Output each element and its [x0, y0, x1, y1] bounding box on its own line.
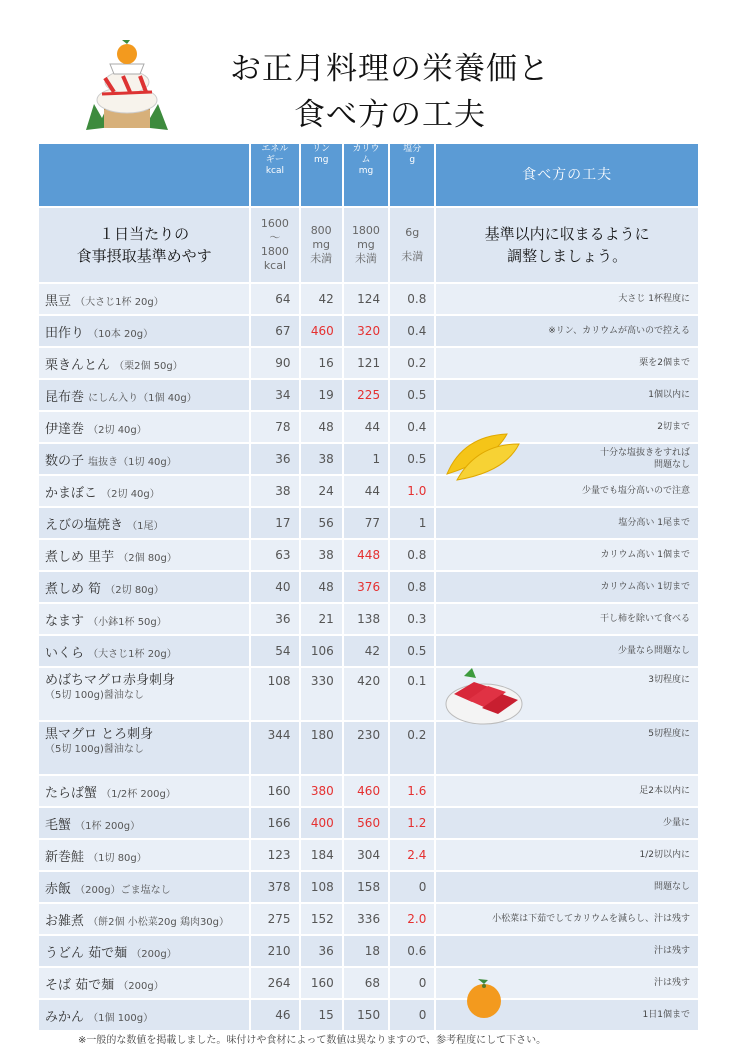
- table-row: [39, 668, 698, 720]
- title-line-2: 食べ方の工夫: [294, 97, 486, 133]
- food-name-cell: [39, 872, 249, 902]
- standard-label-l2: 食事摂取基準めやす: [76, 247, 212, 265]
- header-phosphorus: [301, 144, 342, 206]
- food-name: 伊達巻: [45, 421, 85, 437]
- value-phos: 19: [301, 380, 342, 410]
- food-name: 栗きんとん: [45, 357, 111, 373]
- standard-phos-l3: 未満: [310, 252, 333, 265]
- food-name: 黒マグロ とろ刺身: [45, 727, 154, 742]
- standard-k-l2: mg: [357, 238, 375, 251]
- food-name-cell: [39, 508, 249, 538]
- food-portion: （大さじ1杯 20g）: [88, 648, 177, 660]
- value-salt: 0.8: [390, 572, 434, 602]
- kagami-mochi-icon: [80, 34, 172, 134]
- mikan-icon: [462, 976, 506, 1020]
- header-salt-l1: 塩分: [403, 144, 422, 154]
- eating-tip: 足2本以内に: [436, 776, 698, 806]
- standard-salt-l1: 6g: [405, 226, 420, 239]
- value-energy: 378: [251, 872, 298, 902]
- table-header: [39, 144, 698, 206]
- standard-energy-l3: 1800: [260, 245, 289, 258]
- value-salt: 1: [390, 508, 434, 538]
- header-salt: [390, 144, 434, 206]
- value-k: 138: [344, 604, 388, 634]
- value-phos: 15: [301, 1000, 342, 1030]
- food-name: 黒豆: [45, 293, 72, 309]
- food-portion: （10本 20g）: [88, 328, 154, 340]
- eating-tip: 汁は残す: [436, 968, 698, 998]
- page-title: [150, 46, 630, 138]
- eating-tip-line: 十分な塩抜きをすれば: [599, 448, 690, 458]
- eating-tip: 汁は残す: [436, 936, 698, 966]
- value-salt: 0.3: [390, 604, 434, 634]
- standard-note-l2: 調整しましょう。: [507, 247, 628, 265]
- eating-tip: カリウム高い 1個まで: [436, 540, 698, 570]
- value-energy: 108: [251, 668, 298, 720]
- value-phos: 160: [301, 968, 342, 998]
- food-portion: （2切 40g）: [101, 488, 160, 500]
- kazunoko-icon: [443, 430, 523, 482]
- header-salt-l2: g: [409, 155, 416, 165]
- value-energy: 40: [251, 572, 298, 602]
- food-name: みかん: [45, 1009, 85, 1025]
- value-k: 560: [344, 808, 388, 838]
- standard-note: [436, 208, 698, 282]
- value-k: 44: [344, 412, 388, 442]
- table-row: [39, 412, 698, 442]
- value-phos: 48: [301, 572, 342, 602]
- value-k: 230: [344, 722, 388, 774]
- table-row: [39, 604, 698, 634]
- food-name: 煮しめ 筍: [45, 581, 102, 597]
- food-name-cell: [39, 668, 249, 720]
- food-name: うどん 茹で麺: [45, 945, 128, 961]
- header-energy-l2: ギー: [265, 155, 284, 165]
- header-energy-l3: kcal: [265, 166, 285, 176]
- food-name: 数の子: [45, 453, 85, 469]
- value-energy: 78: [251, 412, 298, 442]
- food-name: 田作り: [45, 325, 85, 341]
- value-energy: 123: [251, 840, 298, 870]
- eating-tip-line: 問題なし: [653, 460, 690, 470]
- food-name-cell: [39, 316, 249, 346]
- food-name: 煮しめ 里芋: [45, 549, 115, 565]
- food-name-cell: [39, 348, 249, 378]
- value-phos: 48: [301, 412, 342, 442]
- standard-salt-l2: 未満: [401, 250, 424, 263]
- value-k: 42: [344, 636, 388, 666]
- value-energy: 210: [251, 936, 298, 966]
- food-portion: （200g）: [131, 948, 177, 960]
- standard-k-l1: 1800: [351, 224, 380, 237]
- value-k: 336: [344, 904, 388, 934]
- value-k: 44: [344, 476, 388, 506]
- table-row: [39, 904, 698, 934]
- value-phos: 36: [301, 936, 342, 966]
- eating-tip: 1/2切以内に: [436, 840, 698, 870]
- value-phos: 38: [301, 444, 342, 474]
- header-k-l3: mg: [358, 166, 374, 176]
- food-name-cell: [39, 572, 249, 602]
- food-portion: （2切 40g）: [88, 424, 147, 436]
- eating-tip: 栗を2個まで: [436, 348, 698, 378]
- value-energy: 36: [251, 604, 298, 634]
- eating-tip: 少量に: [436, 808, 698, 838]
- value-k: 150: [344, 1000, 388, 1030]
- table-row: [39, 348, 698, 378]
- food-name-cell: [39, 380, 249, 410]
- food-name: なます: [45, 613, 85, 629]
- food-name-cell: [39, 1000, 249, 1030]
- standard-note-l1: 基準以内に収まるように: [484, 225, 650, 243]
- value-k: 68: [344, 968, 388, 998]
- table-row: [39, 936, 698, 966]
- value-salt: 1.0: [390, 476, 434, 506]
- value-phos: 460: [301, 316, 342, 346]
- food-name-cell: [39, 476, 249, 506]
- eating-tip: 問題なし: [436, 872, 698, 902]
- value-phos: 380: [301, 776, 342, 806]
- food-portion: （5切 100g)醤油なし: [45, 744, 144, 755]
- value-salt: 0.4: [390, 316, 434, 346]
- food-portion: （餅2個 小松菜20g 鶏肉30g）: [88, 916, 230, 928]
- table-row: [39, 808, 698, 838]
- header-potassium: [344, 144, 388, 206]
- food-portion: （2切 80g）: [105, 584, 164, 596]
- value-salt: 0.8: [390, 540, 434, 570]
- value-phos: 42: [301, 284, 342, 314]
- eating-tip: 少量なら問題なし: [436, 636, 698, 666]
- food-name-cell: [39, 444, 249, 474]
- header-k-l1: カリウ: [352, 144, 380, 154]
- value-salt: 0.5: [390, 444, 434, 474]
- food-name-cell: [39, 808, 249, 838]
- value-energy: 344: [251, 722, 298, 774]
- value-salt: 2.4: [390, 840, 434, 870]
- standard-phosphorus: [301, 208, 342, 282]
- food-name: めばちマグロ赤身刺身: [45, 673, 176, 688]
- value-salt: 1.2: [390, 808, 434, 838]
- food-portion: （1/2杯 200g）: [101, 788, 176, 800]
- food-name-cell: [39, 604, 249, 634]
- food-name-cell: [39, 904, 249, 934]
- eating-tip: 1個以内に: [436, 380, 698, 410]
- food-rows: [39, 284, 698, 1030]
- value-phos: 106: [301, 636, 342, 666]
- food-portion: （1尾）: [127, 520, 164, 532]
- value-k: 124: [344, 284, 388, 314]
- food-portion: （小鉢1杯 50g）: [88, 616, 167, 628]
- value-phos: 24: [301, 476, 342, 506]
- food-portion: （1切 80g）: [88, 852, 147, 864]
- food-portion: にしん入り（1個 40g）: [88, 392, 197, 404]
- food-portion: （5切 100g)醤油なし: [45, 690, 144, 701]
- header-phos-l2: mg: [313, 155, 329, 165]
- food-name: お雑煮: [45, 913, 85, 929]
- value-phos: 38: [301, 540, 342, 570]
- food-name-cell: [39, 722, 249, 774]
- value-salt: 0.2: [390, 348, 434, 378]
- table-row: [39, 540, 698, 570]
- header-phos-l1: リン: [312, 144, 331, 154]
- header-k-l2: ム: [361, 155, 371, 165]
- standard-phos-l1: 800: [310, 224, 332, 237]
- table-row: [39, 968, 698, 998]
- food-name: えびの塩焼き: [45, 517, 124, 533]
- food-portion: （大さじ1杯 20g）: [75, 296, 164, 308]
- value-phos: 16: [301, 348, 342, 378]
- table-row: [39, 776, 698, 806]
- eating-tip: 塩分高い 1尾まで: [436, 508, 698, 538]
- food-portion: （1杯 200g）: [75, 820, 141, 832]
- eating-tip: ※リン、カリウムが高いので控える: [436, 316, 698, 346]
- value-energy: 166: [251, 808, 298, 838]
- food-portion: （栗2個 50g）: [114, 360, 183, 372]
- eating-tip: 5切程度に: [436, 722, 698, 774]
- food-name-cell: [39, 540, 249, 570]
- footnote: ※一般的な数値を掲載しました。味付けや食材によって数値は異なりますので、参考程度にして下さい。: [78, 1035, 547, 1046]
- value-phos: 330: [301, 668, 342, 720]
- value-k: 320: [344, 316, 388, 346]
- value-salt: 0: [390, 872, 434, 902]
- value-energy: 63: [251, 540, 298, 570]
- food-name-cell: [39, 936, 249, 966]
- value-energy: 160: [251, 776, 298, 806]
- eating-tip: 2切まで: [436, 412, 698, 442]
- eating-tip: カリウム高い 1切まで: [436, 572, 698, 602]
- value-k: 1: [344, 444, 388, 474]
- food-name-cell: [39, 968, 249, 998]
- value-salt: 0.8: [390, 284, 434, 314]
- food-name-cell: [39, 412, 249, 442]
- table-row: [39, 476, 698, 506]
- standard-energy-l4: kcal: [263, 259, 287, 272]
- food-name-cell: [39, 284, 249, 314]
- table-row: [39, 444, 698, 474]
- nutrition-table: [37, 142, 700, 1032]
- value-k: 460: [344, 776, 388, 806]
- food-name: そば 茹で麺: [45, 977, 115, 993]
- table-row: [39, 316, 698, 346]
- standard-potassium: [344, 208, 388, 282]
- standard-row: [39, 208, 698, 282]
- table-row: [39, 722, 698, 774]
- value-salt: 0: [390, 1000, 434, 1030]
- food-portion: 塩抜き（1切 40g）: [88, 456, 177, 468]
- standard-label: [39, 208, 249, 282]
- value-k: 18: [344, 936, 388, 966]
- value-phos: 21: [301, 604, 342, 634]
- value-energy: 264: [251, 968, 298, 998]
- table-row: [39, 284, 698, 314]
- food-name: 昆布巻: [45, 389, 85, 405]
- standard-label-l1: １日当たりの: [99, 225, 190, 243]
- standard-phos-l2: mg: [312, 238, 331, 251]
- table-row: [39, 872, 698, 902]
- eating-tip: 干し柿を除いて食べる: [436, 604, 698, 634]
- standard-energy-l1: 1600: [260, 217, 289, 230]
- value-salt: 0: [390, 968, 434, 998]
- value-phos: 108: [301, 872, 342, 902]
- food-name-cell: [39, 636, 249, 666]
- food-portion: （200g）: [118, 980, 164, 992]
- value-energy: 38: [251, 476, 298, 506]
- standard-energy: [251, 208, 298, 282]
- standard-salt: [390, 208, 434, 282]
- value-salt: 0.6: [390, 936, 434, 966]
- value-energy: 275: [251, 904, 298, 934]
- eating-tip: 1日1個まで: [436, 1000, 698, 1030]
- value-energy: 34: [251, 380, 298, 410]
- standard-k-l3: 未満: [354, 252, 377, 265]
- eating-tip: 大さじ 1杯程度に: [436, 284, 698, 314]
- value-phos: 400: [301, 808, 342, 838]
- eating-tip: 3切程度に: [436, 668, 698, 720]
- standard-energy-l2: ～: [269, 231, 281, 244]
- value-k: 376: [344, 572, 388, 602]
- table-row: [39, 572, 698, 602]
- table-row: [39, 508, 698, 538]
- header-energy: [251, 144, 298, 206]
- value-energy: 67: [251, 316, 298, 346]
- value-salt: 2.0: [390, 904, 434, 934]
- value-energy: 36: [251, 444, 298, 474]
- value-salt: 0.5: [390, 380, 434, 410]
- value-salt: 0.4: [390, 412, 434, 442]
- value-energy: 64: [251, 284, 298, 314]
- table-row: [39, 380, 698, 410]
- value-k: 448: [344, 540, 388, 570]
- table-row: [39, 636, 698, 666]
- value-salt: 0.2: [390, 722, 434, 774]
- food-name: 毛蟹: [45, 817, 72, 833]
- tuna-sashimi-icon: [444, 666, 524, 728]
- value-salt: 1.6: [390, 776, 434, 806]
- table-row: [39, 1000, 698, 1030]
- food-name: たらば蟹: [45, 785, 98, 801]
- value-phos: 184: [301, 840, 342, 870]
- eating-tip: 少量でも塩分高いので注意: [436, 476, 698, 506]
- value-energy: 90: [251, 348, 298, 378]
- value-salt: 0.1: [390, 668, 434, 720]
- value-phos: 56: [301, 508, 342, 538]
- value-k: 121: [344, 348, 388, 378]
- value-k: 420: [344, 668, 388, 720]
- food-portion: （2個 80g）: [118, 552, 177, 564]
- title-line-1: お正月料理の栄養価と: [230, 51, 550, 87]
- value-k: 77: [344, 508, 388, 538]
- header-tip: 食べ方の工夫: [436, 144, 698, 206]
- food-name-cell: [39, 840, 249, 870]
- value-k: 225: [344, 380, 388, 410]
- food-portion: （200g）ごま塩なし: [75, 884, 171, 896]
- value-k: 304: [344, 840, 388, 870]
- header-blank: [39, 144, 249, 206]
- table-row: [39, 840, 698, 870]
- header-energy-l1: エネル: [261, 144, 289, 154]
- value-energy: 17: [251, 508, 298, 538]
- food-name: 赤飯: [45, 881, 72, 897]
- value-energy: 54: [251, 636, 298, 666]
- food-name: 新巻鮭: [45, 849, 85, 865]
- value-salt: 0.5: [390, 636, 434, 666]
- food-name: いくら: [45, 645, 85, 661]
- food-name-cell: [39, 776, 249, 806]
- eating-tip: 小松菜は下茹でしてカリウムを減らし、汁は残す: [436, 904, 698, 934]
- value-phos: 180: [301, 722, 342, 774]
- value-energy: 46: [251, 1000, 298, 1030]
- value-k: 158: [344, 872, 388, 902]
- value-phos: 152: [301, 904, 342, 934]
- food-portion: （1個 100g）: [88, 1012, 154, 1024]
- food-name: かまぼこ: [45, 485, 98, 501]
